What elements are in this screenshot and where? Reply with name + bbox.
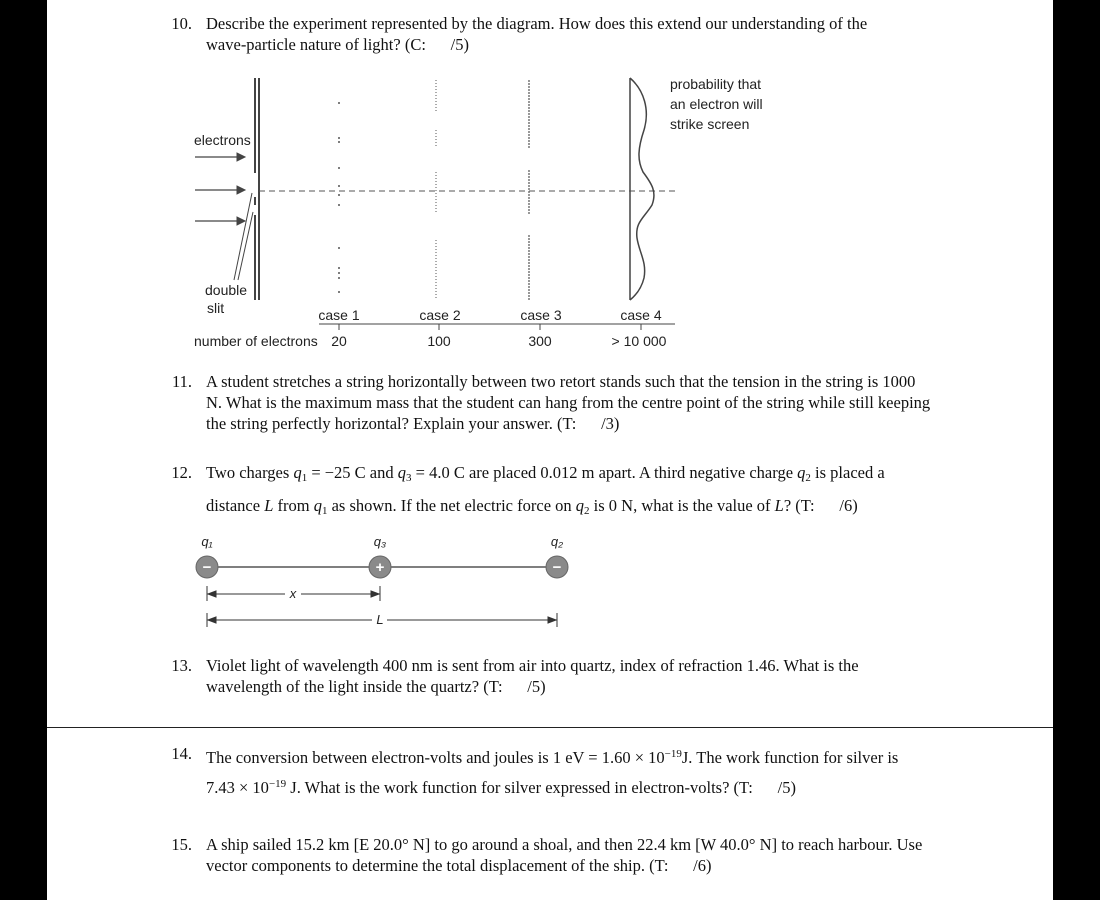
slit-pointer-line — [234, 193, 252, 280]
marks-label: /5) — [450, 35, 469, 54]
probability-curve — [630, 78, 654, 300]
question-number: 10. — [171, 14, 192, 33]
probability-label: strike screen — [670, 116, 750, 132]
arrow-head — [237, 153, 245, 161]
question-text-line: vector components to determine the total displacement of the ship. (T: — [206, 856, 669, 875]
L-label: L — [376, 612, 384, 627]
question-text-line: N. What is the maximum mass that the student can hang from the centre point of the string while still keeping — [206, 393, 931, 412]
probability-label: probability that — [670, 76, 762, 92]
question-text-line: Describe the experiment represented by the diagram. How does this extend our understanding of the — [206, 14, 868, 33]
arrow-head — [237, 217, 245, 225]
double-slit-label: double — [205, 282, 248, 298]
case-label: case 1 — [318, 307, 360, 323]
x-label: x — [289, 586, 297, 601]
electrons-label: electrons — [194, 132, 251, 148]
double-slit-diagram — [47, 0, 1053, 360]
charge-q2 — [546, 556, 568, 578]
electron-count: > 10 000 — [611, 333, 667, 349]
page-divider — [47, 727, 1053, 728]
axis-label: number of electrons — [194, 333, 318, 349]
marks-label: /5) — [777, 778, 796, 797]
probability-label: an electron will — [670, 96, 763, 112]
charges-diagram — [47, 525, 1053, 635]
q2-label: q₂ — [550, 534, 564, 549]
question-text-line: A ship sailed 15.2 km [E 20.0° N] to go around a shoal, and then 22.4 km [W 40.0° N] to reach harbour. Use — [206, 835, 923, 854]
question-number: 13. — [171, 656, 192, 675]
question-text-line: the string perfectly horizontal? Explain your answer. (T: — [206, 414, 577, 433]
question-text-line: wave-particle nature of light? (C: — [206, 35, 426, 54]
question-number: 15. — [171, 835, 192, 854]
case-1-hits — [338, 102, 340, 293]
question-number: 14. — [171, 744, 192, 763]
marks-label: /6) — [693, 856, 712, 875]
question-text-line: The conversion between electron-volts and joules is 1 eV = $1.60 \times 10^{-19}J$. The work function for silver is — [206, 748, 899, 767]
question-text-line: distance L from $q_1$ as shown. If the net electric force on $q_2$ is 0 N, what is the value of L? (T: /6) — [206, 496, 858, 517]
marks-label: /3) — [601, 414, 620, 433]
svg-text:−: − — [202, 559, 212, 576]
charge-q3 — [369, 556, 391, 578]
electron-count: 300 — [528, 333, 552, 349]
question-text-line: wavelength of the light inside the quartz? (T: — [206, 677, 503, 696]
question-text-line: $7.43 \times 10^{-19}$ J. What is the work function for silver expressed in electron-volts? (T: /5) — [206, 778, 796, 797]
question-text-line: Violet light of wavelength 400 nm is sent from air into quartz, index of refraction 1.46. What is the — [206, 656, 859, 675]
marks-label: /6) — [839, 496, 858, 515]
question-number: 11. — [171, 372, 192, 391]
q3-label: q₃ — [373, 534, 387, 549]
q1-label: q₁ — [201, 534, 213, 549]
svg-text:+: + — [375, 559, 385, 576]
electron-count: 100 — [427, 333, 451, 349]
double-slit-label: slit — [207, 300, 225, 316]
charge-q1 — [196, 556, 218, 578]
question-text-line: Two charges $q_1 = -25$ C and $q_3 = 4.0$ C are placed 0.012 m apart. A third negative charge $q_2$ is placed a — [206, 463, 885, 484]
arrow-head — [237, 186, 245, 194]
case-label: case 2 — [419, 307, 461, 323]
question-text-line: A student stretches a string horizontally between two retort stands such that the tension in the string is 1000 — [206, 372, 916, 391]
question-number: 12. — [171, 463, 192, 482]
case-label: case 4 — [620, 307, 662, 323]
marks-label: /5) — [527, 677, 546, 696]
svg-text:−: − — [552, 559, 562, 576]
case-label: case 3 — [520, 307, 562, 323]
electron-count: 20 — [331, 333, 347, 349]
worksheet-page — [47, 0, 1053, 900]
